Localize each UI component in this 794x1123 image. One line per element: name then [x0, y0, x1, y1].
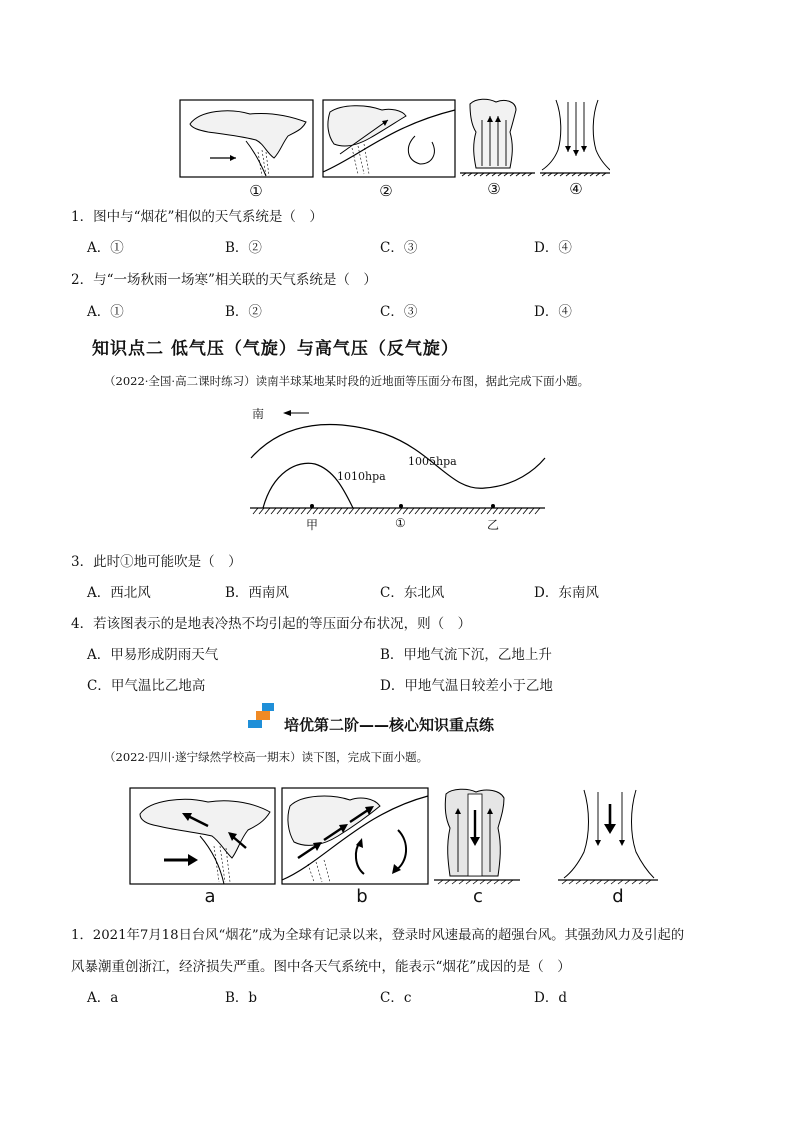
question-5-line-1: 1．2021年7月18日台风“烟花”成为全球有记录以来，登录时风速最高的超强台风。其强劲风力及引起的 — [71, 928, 685, 943]
q4-option-d[interactable]: D．甲地气温日较差小于乙地 — [380, 678, 553, 694]
q2-option-d[interactable]: D．④ — [534, 304, 572, 320]
weather-systems-figure-2 — [128, 784, 668, 888]
question-2: 2．与“一场秋雨一场寒”相关联的天气系统是（ ） — [71, 272, 377, 288]
question-4: 4．若该图表示的是地表冷热不均引起的等压面分布状况，则（ ） — [71, 616, 472, 632]
isobar-label-1010: 1010hpa — [337, 470, 386, 483]
section-title-1: 知识点二 低气压（气旋）与高气压（反气旋） — [92, 339, 459, 359]
q5-option-c[interactable]: C．c — [380, 990, 412, 1006]
q3-option-c[interactable]: C．东北风 — [380, 585, 445, 601]
question-3: 3．此时①地可能吹是（ ） — [71, 554, 242, 570]
q4-option-c[interactable]: C．甲气温比乙地高 — [87, 678, 206, 694]
q4-option-b[interactable]: B．甲地气流下沉，乙地上升 — [380, 647, 552, 663]
q1-option-d[interactable]: D．④ — [534, 240, 572, 256]
q1-option-a[interactable]: A．① — [87, 240, 124, 256]
figure1-caption-1: ① — [249, 182, 263, 200]
q2-option-a[interactable]: A．① — [87, 304, 124, 320]
direction-label-south: 南 — [252, 407, 265, 421]
q5-option-b[interactable]: B．b — [225, 990, 258, 1006]
q3-option-d[interactable]: D．东南风 — [534, 585, 599, 601]
section-icon — [248, 703, 280, 729]
figure1-caption-3: ③ — [487, 180, 501, 198]
figure2-caption-d: d — [612, 886, 624, 907]
weather-systems-figure-1 — [170, 96, 610, 180]
figure1-caption-4: ④ — [569, 180, 583, 198]
figure2-caption-a: a — [204, 886, 216, 907]
figure1-caption-2: ② — [379, 182, 393, 200]
question-1: 1．图中与“烟花”相似的天气系统是（ ） — [71, 209, 323, 225]
figure2-caption-b: b — [356, 886, 368, 907]
question-5-line-2: 风暴潮重创浙江，经济损失严重。图中各天气系统中，能表示“烟花”成因的是（ ） — [71, 959, 571, 975]
q3-option-b[interactable]: B．西南风 — [225, 585, 289, 601]
q2-option-c[interactable]: C．③ — [380, 304, 418, 320]
section-title-2: 培优第二阶——核心知识重点练 — [284, 716, 495, 734]
q5-option-d[interactable]: D．d — [534, 990, 567, 1006]
ground-label-yi: 乙 — [487, 518, 500, 532]
q4-option-a[interactable]: A．甲易形成阴雨天气 — [87, 647, 219, 663]
q3-option-a[interactable]: A．西北风 — [87, 585, 151, 601]
q2-option-b[interactable]: B．② — [225, 304, 262, 320]
figure2-caption-c: c — [473, 886, 483, 907]
isobar-label-1005: 1005hpa — [408, 455, 457, 468]
q1-option-b[interactable]: B．② — [225, 240, 262, 256]
ground-label-1: ① — [395, 516, 406, 530]
q1-option-c[interactable]: C．③ — [380, 240, 418, 256]
q5-option-a[interactable]: A．a — [87, 990, 119, 1006]
isobar-diagram — [245, 400, 555, 522]
source-line-2: （2022·四川·遂宁绿然学校高一期末）读下图，完成下面小题。 — [104, 750, 429, 764]
ground-label-jia: 甲 — [306, 518, 319, 532]
source-line-1: （2022·全国·高二课时练习）读南半球某地某时段的近地面等压面分布图，据此完成下面小题。 — [104, 374, 590, 388]
